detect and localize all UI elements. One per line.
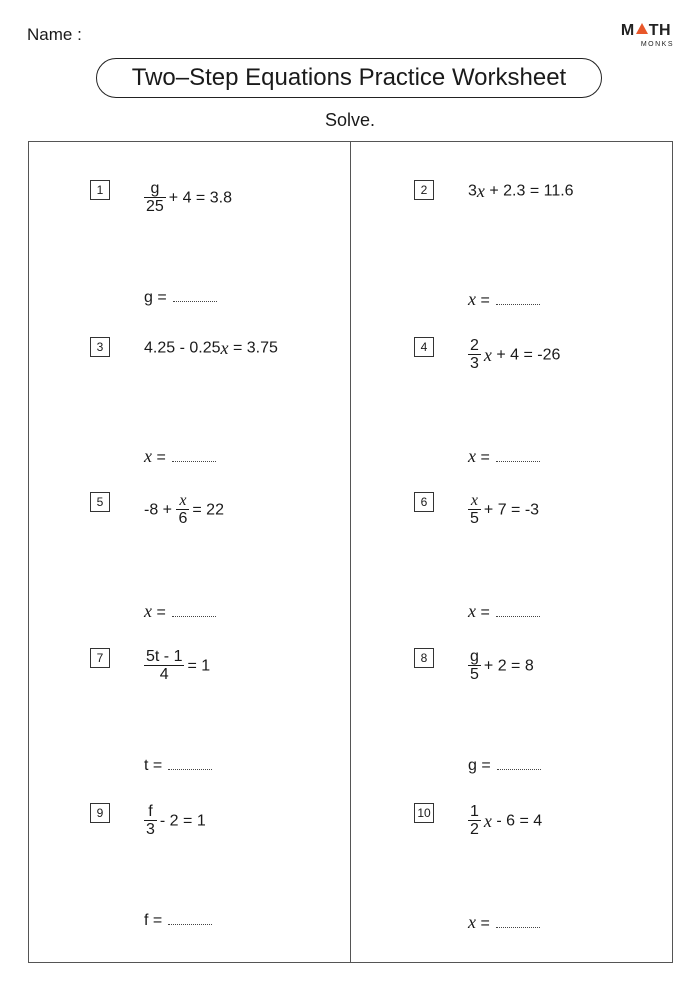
equation: $\frac{x}{5}$ + 7 = -3 xyxy=(470,492,540,527)
fraction: $\frac{f}{3}$ xyxy=(146,803,155,838)
answer-line: t = xyxy=(144,757,212,775)
answer-line: x = xyxy=(144,601,216,622)
fraction: $\frac{x}{6}$ xyxy=(178,492,188,527)
problem-number: 7 xyxy=(90,648,110,668)
equation: $\frac{f}{3}$ - 2 = 1 xyxy=(146,803,206,838)
problem-number: 3 xyxy=(90,337,110,357)
answer-blank[interactable] xyxy=(168,759,212,770)
answer-line: x = xyxy=(468,912,540,933)
equation: $\frac{1}{2}$ x - 6 = 4 xyxy=(470,803,543,838)
column-divider xyxy=(350,141,351,963)
fraction: $\frac{g}{5}$ xyxy=(470,648,479,683)
name-label: Name : xyxy=(27,25,82,44)
problem-number: 10 xyxy=(414,803,434,823)
answer-line: x = xyxy=(468,446,540,467)
answer-line: x = xyxy=(468,601,540,622)
equation: 4.25 - 0.25x = 3.75 xyxy=(144,338,278,358)
answer-blank[interactable] xyxy=(496,606,540,617)
answer-blank[interactable] xyxy=(497,759,541,770)
answer-blank[interactable] xyxy=(172,606,216,617)
math-monks-logo: M TH MONKS xyxy=(620,22,674,48)
answer-line: f = xyxy=(144,912,212,930)
fraction: $\frac{x}{5}$ xyxy=(470,492,479,527)
problem-number: 8 xyxy=(414,648,434,668)
problem-number: 1 xyxy=(90,180,110,200)
fraction: $\frac{g}{25}$ xyxy=(146,180,164,215)
equation: $\frac{g}{25}$ + 4 = 3.8 xyxy=(146,180,232,215)
problem-number: 6 xyxy=(414,492,434,512)
fraction: $\frac{1}{2}$ xyxy=(470,803,479,838)
equation: $\frac{g}{5}$ + 2 = 8 xyxy=(470,648,534,683)
problem-number: 9 xyxy=(90,803,110,823)
equation: 3x + 2.3 = 11.6 xyxy=(468,181,574,201)
answer-line: x = xyxy=(468,289,540,310)
fraction: $\frac{5t - 1}{4}$ xyxy=(146,648,183,683)
answer-blank[interactable] xyxy=(173,291,217,302)
equation: -8 + $\frac{x}{6}$ = 22 xyxy=(144,492,224,527)
problem-number: 5 xyxy=(90,492,110,512)
answer-blank[interactable] xyxy=(496,294,540,305)
answer-line: g = xyxy=(144,289,217,307)
answer-blank[interactable] xyxy=(496,917,540,928)
answer-blank[interactable] xyxy=(172,451,216,462)
equation: $\frac{2}{3}$ x + 4 = -26 xyxy=(470,337,561,372)
instruction-text: Solve. xyxy=(324,110,376,130)
answer-blank[interactable] xyxy=(168,914,212,925)
answer-line: x = xyxy=(144,446,216,467)
fraction: $\frac{2}{3}$ xyxy=(470,337,479,372)
answer-line: g = xyxy=(468,757,541,775)
triangle-icon xyxy=(636,23,648,34)
problem-number: 2 xyxy=(414,180,434,200)
equation: $\frac{5t - 1}{4}$ = 1 xyxy=(146,648,211,683)
page-title: Two–Step Equations Practice Worksheet xyxy=(96,58,602,98)
answer-blank[interactable] xyxy=(496,451,540,462)
problem-number: 4 xyxy=(414,337,434,357)
